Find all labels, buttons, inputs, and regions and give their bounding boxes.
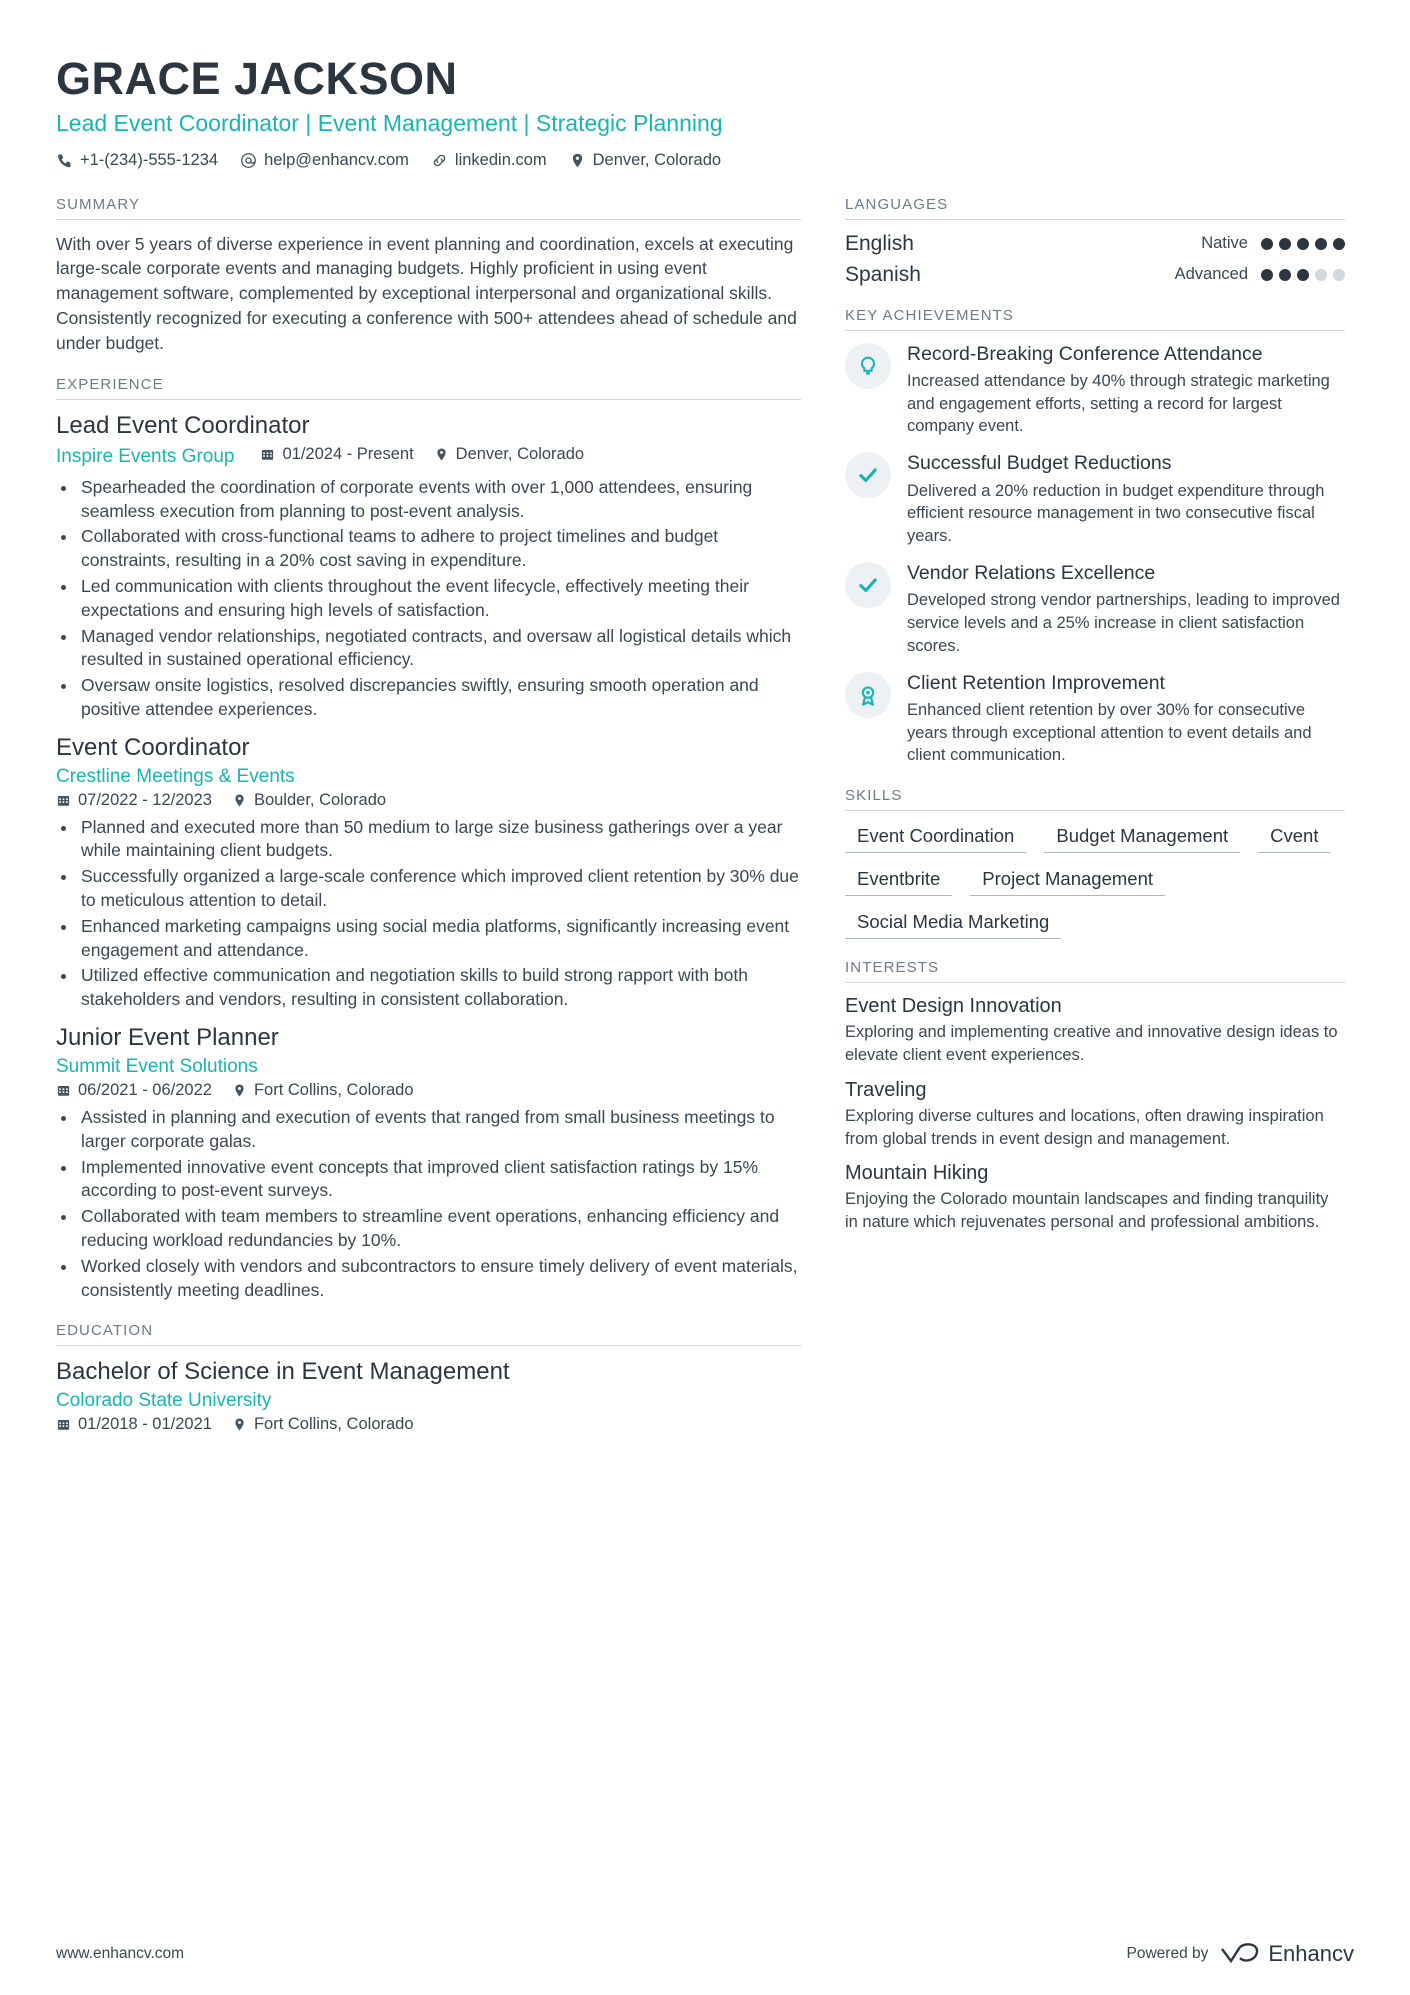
achievement-description: Developed strong vendor partnerships, leading to improved service levels and a 25% increase in client satisfaction scores. (907, 591, 1340, 655)
section-title-interests: INTERESTS (845, 959, 1345, 983)
achievement-item (845, 343, 1345, 439)
job-bullets (56, 1106, 801, 1302)
contact-value: linkedin.com (454, 150, 547, 169)
page-footer (56, 1941, 1354, 1967)
interest-title: Event Design Innovation (845, 995, 1062, 1018)
language-dots (1261, 238, 1345, 250)
achievement-icon-wrap (845, 672, 891, 718)
interest-item (845, 995, 1345, 1067)
right-column (845, 184, 1345, 1244)
achievements-list (845, 343, 1345, 768)
proficiency-dot (1279, 269, 1291, 281)
location-icon (434, 447, 449, 462)
interest-description: Exploring and implementing creative and innovative design ideas to elevate client event experiences. (845, 1023, 1338, 1065)
contact-item-3[interactable] (569, 151, 721, 170)
proficiency-dot (1333, 269, 1345, 281)
footer-branding (1127, 1941, 1354, 1967)
language-name: Spanish (845, 262, 921, 286)
achievement-title: Successful Budget Reductions (907, 452, 1172, 475)
proficiency-dot (1261, 269, 1273, 281)
location-icon (232, 793, 247, 808)
skill-tag: Cvent (1258, 823, 1330, 853)
interests-list (845, 995, 1345, 1234)
education-location: Fort Collins, Colorado (232, 1415, 414, 1434)
contact-value: +1-(234)-555-1234 (80, 150, 219, 169)
location-icon (569, 152, 586, 169)
interest-item (845, 1079, 1345, 1151)
skills-list (845, 823, 1345, 939)
section-title-achievements: KEY ACHIEVEMENTS (845, 307, 1345, 331)
achievement-item (845, 562, 1345, 658)
achievement-description: Delivered a 20% reduction in budget expenditure through efficient resource management in two consecutive fiscal years. (907, 481, 1325, 546)
language-row (845, 263, 1345, 287)
interest-title: Traveling (845, 1078, 927, 1101)
job-dates: 06/2021 - 06/2022 (56, 1081, 212, 1100)
skill-tag: Project Management (970, 866, 1165, 896)
education-item (56, 1358, 801, 1434)
language-name: English (845, 231, 914, 255)
job-bullet: • Enhanced marketing campaigns using social media platforms, significantly increasing event engagement and attendance. (78, 915, 801, 963)
job-meta (56, 791, 801, 810)
proficiency-dot (1279, 238, 1291, 250)
calendar-icon (56, 1417, 71, 1432)
experience-item (56, 734, 801, 1012)
language-dots (1261, 269, 1345, 281)
skill-tag: Social Media Marketing (845, 909, 1061, 939)
proficiency-dot (1297, 238, 1309, 250)
education-school: Colorado State University (56, 1390, 272, 1412)
achievement-title: Vendor Relations Excellence (907, 561, 1156, 584)
job-bullet: • Assisted in planning and execution of events that ranged from small business meetings to larger corporate galas. (78, 1106, 801, 1154)
job-bullet: • Utilized effective communication and negotiation skills to build strong rapport with both stakeholders and vendors, resulting in consistent collaboration. (78, 964, 801, 1012)
job-dates: 07/2022 - 12/2023 (56, 791, 212, 810)
job-title: Junior Event Planner (56, 1024, 279, 1052)
job-bullets (56, 816, 801, 1012)
job-location: Denver, Colorado (434, 445, 584, 464)
experience-list (56, 412, 801, 1303)
job-bullet: • Managed vendor relationships, negotiated contracts, and oversaw all logistical details which resulted in sustained operational efficiency. (78, 625, 801, 673)
job-bullet: • Planned and executed more than 50 medium to large size business gatherings over a year while maintaining client budgets. (78, 816, 801, 864)
section-title-languages: LANGUAGES (845, 196, 1345, 220)
section-title-experience: EXPERIENCE (56, 376, 801, 400)
job-company: Inspire Events Group (56, 445, 235, 467)
calendar-icon (56, 1083, 71, 1098)
check-icon (856, 573, 880, 597)
check-icon (856, 463, 880, 487)
languages-list (845, 232, 1345, 287)
education-dates: 01/2018 - 01/2021 (56, 1415, 212, 1434)
language-row (845, 232, 1345, 256)
contact-item-0[interactable] (56, 151, 218, 170)
enhancv-logo-icon (1220, 1943, 1260, 1965)
education-meta (56, 1415, 801, 1434)
interest-item (845, 1162, 1345, 1234)
job-bullet: • Spearheaded the coordination of corporate events with over 1,000 attendees, ensuring seamless execution from planning to post-event analysis. (78, 476, 801, 524)
interest-description: Exploring diverse cultures and locations, often drawing inspiration from global trends in event design and management. (845, 1106, 1324, 1148)
enhancv-brand (1220, 1941, 1354, 1967)
job-bullet: • Successfully organized a large-scale conference which improved client retention by 30% due to meticulous attention to detail. (78, 865, 801, 913)
achievement-item (845, 672, 1345, 768)
email-icon (240, 152, 257, 169)
enhancv-wordmark: Enhancv (1268, 1941, 1354, 1966)
language-level: Native (1201, 234, 1248, 252)
location-icon (232, 1083, 247, 1098)
calendar-icon (260, 447, 275, 462)
summary-text: With over 5 years of diverse experience in event planning and coordination, excels at executing large-scale corporate events and managing budgets. Highly proficient in using event management software, complemented by exceptional interpersonal and organizational skills. Consistently recognized for executing a conference with 500+ attendees ahead of schedule and under budget. (56, 233, 797, 353)
contact-row (56, 151, 1354, 170)
experience-item (56, 412, 801, 722)
job-bullet: • Worked closely with vendors and subcontractors to ensure timely delivery of event materials, consistently meeting deadlines. (78, 1255, 801, 1303)
proficiency-dot (1261, 238, 1273, 250)
location-icon (232, 1417, 247, 1432)
job-bullet: • Collaborated with team members to streamline event operations, enhancing efficiency and reducing workload redundancies by 10%. (78, 1205, 801, 1253)
proficiency-dot (1315, 269, 1327, 281)
contact-item-1[interactable] (240, 151, 409, 170)
proficiency-dot (1315, 238, 1327, 250)
calendar-icon (56, 793, 71, 808)
proficiency-dot (1297, 269, 1309, 281)
language-level: Advanced (1174, 265, 1248, 283)
education-degree: Bachelor of Science in Event Management (56, 1358, 510, 1386)
footer-website[interactable]: www.enhancv.com (56, 1945, 185, 1962)
interest-title: Mountain Hiking (845, 1162, 989, 1185)
job-bullet: • Collaborated with cross-functional teams to adhere to project timelines and budget constraints, resulting in a 20% cost saving in expenditure. (78, 525, 801, 573)
achievement-icon-wrap (845, 562, 891, 608)
contact-item-2[interactable] (431, 151, 547, 170)
section-title-skills: SKILLS (845, 787, 1345, 811)
experience-item (56, 1024, 801, 1302)
section-title-education: EDUCATION (56, 1322, 801, 1346)
candidate-headline: Lead Event Coordinator | Event Management | Strategic Planning (56, 109, 723, 136)
job-bullets (56, 476, 801, 722)
proficiency-dot (1333, 238, 1345, 250)
skill-tag: Event Coordination (845, 823, 1026, 853)
achievement-description: Increased attendance by 40% through strategic marketing and engagement efforts, setting a record for largest company event. (907, 371, 1330, 436)
education-list (56, 1358, 801, 1434)
achievement-title: Client Retention Improvement (907, 671, 1165, 694)
job-bullet: • Implemented innovative event concepts that improved client satisfaction ratings by 15% according to post-event surveys. (78, 1156, 801, 1204)
contact-value: help@enhancv.com (264, 150, 409, 169)
job-location: Fort Collins, Colorado (232, 1081, 414, 1100)
contact-value: Denver, Colorado (592, 150, 722, 169)
job-location: Boulder, Colorado (232, 791, 386, 810)
link-icon (431, 152, 448, 169)
phone-icon (56, 152, 73, 169)
achievement-description: Enhanced client retention by over 30% for consecutive years through exceptional attention to event details and client communication. (907, 700, 1312, 765)
candidate-name: GRACE JACKSON (56, 53, 458, 104)
job-meta (56, 1081, 801, 1100)
job-title: Lead Event Coordinator (56, 411, 310, 439)
powered-by-label: Powered by (1126, 1945, 1209, 1962)
job-bullet: • Oversaw onsite logistics, resolved discrepancies swiftly, ensuring smooth operation and positive attendee experiences. (78, 674, 801, 722)
achievement-title: Record-Breaking Conference Attendance (907, 342, 1263, 365)
interest-description: Enjoying the Colorado mountain landscapes and finding tranquility in nature which rejuvenates personal and professional ambitions. (845, 1190, 1329, 1232)
skill-tag: Eventbrite (845, 866, 952, 896)
achievement-item (845, 452, 1345, 548)
job-company: Crestline Meetings & Events (56, 765, 295, 787)
left-column (56, 184, 801, 1441)
job-title: Event Coordinator (56, 733, 250, 761)
job-dates: 01/2024 - Present (260, 445, 413, 464)
achievement-icon-wrap (845, 343, 891, 389)
job-header (56, 444, 801, 470)
resume-header (56, 54, 1354, 170)
lightbulb-icon (856, 354, 880, 378)
job-company: Summit Event Solutions (56, 1056, 258, 1078)
job-bullet: • Led communication with clients throughout the event lifecycle, effectively meeting their expectations and ensuring high levels of satisfaction. (78, 575, 801, 623)
job-meta (260, 445, 584, 464)
award-icon (856, 683, 880, 707)
achievement-icon-wrap (845, 452, 891, 498)
section-title-summary: SUMMARY (56, 196, 801, 220)
skill-tag: Budget Management (1044, 823, 1240, 853)
